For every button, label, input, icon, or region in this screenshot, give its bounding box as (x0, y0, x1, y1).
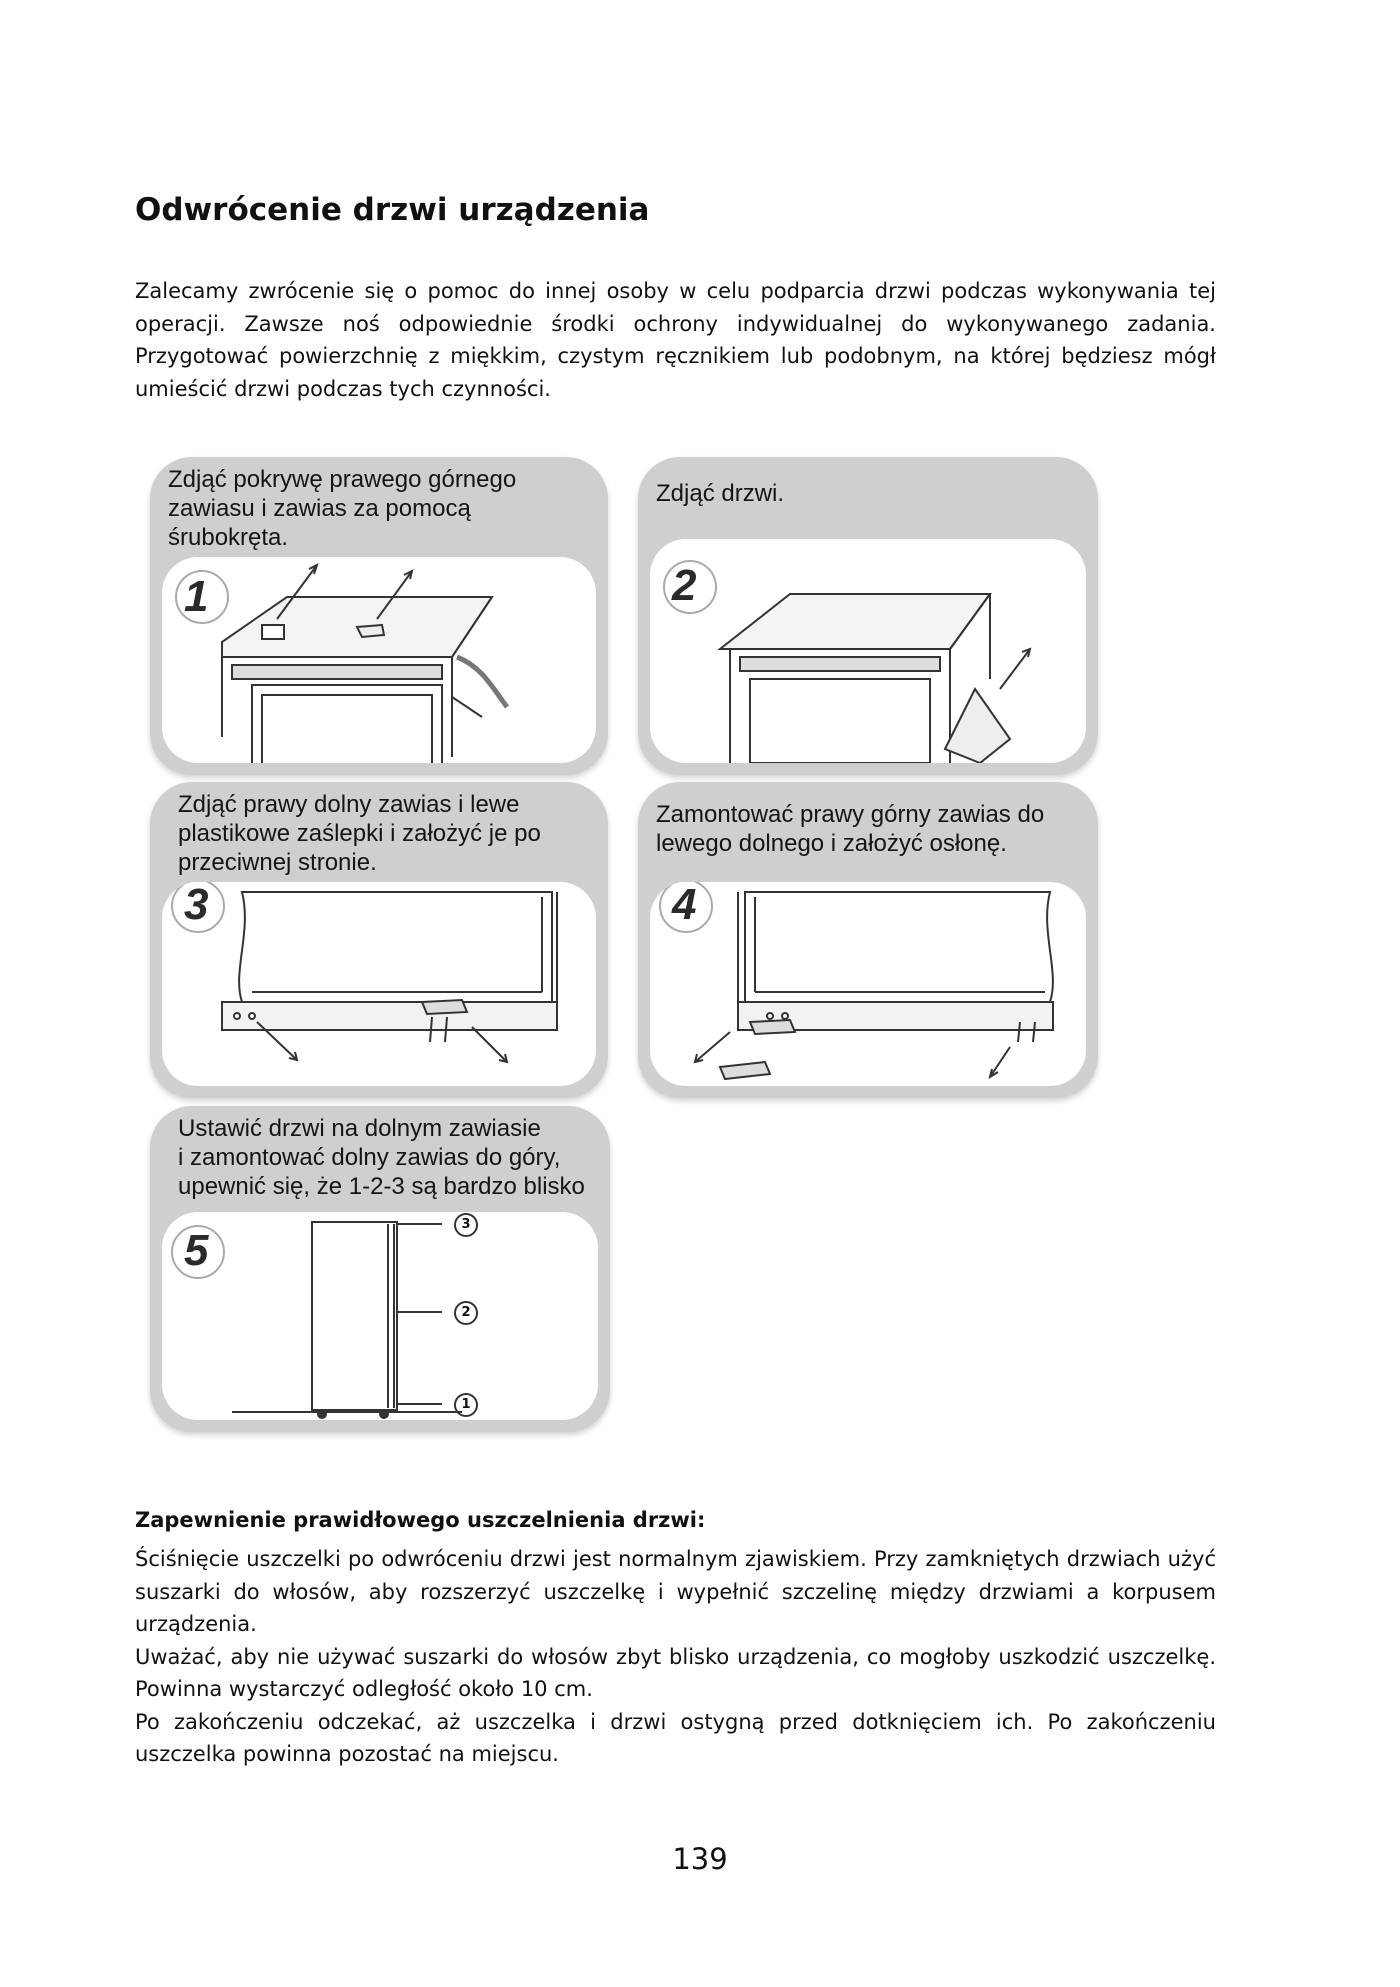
step-1-panel (150, 457, 608, 775)
step-5-marker: 1 (454, 1393, 478, 1417)
sealing-heading: Zapewnienie prawidłowego uszczelnienia drzwi: (135, 1508, 706, 1532)
page-number: 139 (672, 1842, 728, 1876)
step-4-illustration-area (650, 882, 1086, 1086)
step-1-illustration-area (162, 557, 596, 763)
step-4-line: lewego dolnego i założyć osłonę. (656, 830, 1007, 857)
step-1-instruction (168, 465, 594, 552)
step-5-instruction (178, 1114, 596, 1201)
step-5-line: Ustawić drzwi na dolnym zawiasie (178, 1115, 541, 1142)
step-2-panel (638, 457, 1098, 775)
step-5-illustration-area (162, 1212, 598, 1420)
step-2-illustration-area (650, 539, 1086, 763)
step-1-line: śrubokręta. (168, 524, 289, 551)
step-5-line: upewnić się, że 1-2-3 są bardzo blisko (178, 1173, 585, 1200)
step-1-illustration (162, 557, 596, 763)
step-1-line: zawiasu i zawias za pomocą (168, 495, 471, 522)
step-1-line: Zdjąć pokrywę prawego górnego (168, 466, 517, 493)
step-1-number: 1 (184, 572, 209, 621)
sealing-paragraph: Po zakończeniu odczekać, aż uszczelka i drzwi ostygną przed dotknięciem ich. Po zakończeniu uszczelka powinna pozostać na miejscu. (135, 1709, 1216, 1766)
step-3-illustration-area (162, 882, 596, 1086)
step-4-number: 4 (672, 882, 697, 929)
step-4-instruction (656, 790, 1084, 858)
step-3-panel (150, 782, 608, 1098)
step-3-illustration (162, 882, 596, 1086)
step-2-line: Zdjąć drzwi. (656, 480, 785, 507)
step-2-instruction (656, 465, 1084, 508)
step-3-number: 3 (184, 882, 209, 929)
intro-paragraph: Zalecamy zwrócenie się o pomoc do innej osoby w celu podparcia drzwi podczas wykonywania tej operacji. Zawsze noś odpowiednie środki ochrony indywidualnej do wykonywanego zadania. Przygotować powierzchnię z miękkim, czystym ręcznikiem lub podobnym, na której będziesz mógł umieścić drzwi podczas tych czynności. (135, 279, 1216, 401)
step-5-marker: 3 (454, 1213, 478, 1237)
step-5-number: 5 (184, 1226, 209, 1275)
step-3-instruction (178, 790, 594, 877)
step-4-panel (638, 782, 1098, 1098)
step-5-illustration (162, 1212, 598, 1420)
step-4-illustration (650, 882, 1086, 1086)
step-3-line: przeciwnej stronie. (178, 849, 377, 876)
step-2-number: 2 (672, 561, 697, 610)
step-5-marker: 2 (454, 1301, 478, 1325)
step-3-line: Zdjąć prawy dolny zawias i lewe (178, 791, 520, 818)
step-3-line: plastikowe zaślepki i założyć je po (178, 820, 541, 847)
sealing-text (135, 1543, 1216, 1771)
step-4-line: Zamontować prawy górny zawias do (656, 801, 1045, 828)
step-5-panel (150, 1106, 610, 1432)
section-title: Odwrócenie drzwi urządzenia (135, 192, 650, 228)
step-5-line: i zamontować dolny zawias do góry, (178, 1144, 561, 1171)
sealing-paragraph: Ściśnięcie uszczelki po odwróceniu drzwi jest normalnym zjawiskiem. Przy zamkniętych drzwiach użyć suszarki do włosów, aby rozszerzyć uszczelkę i wypełnić szczelinę między drzwiami a korpusem urządzenia. (135, 1547, 1216, 1636)
sealing-paragraph: Uważać, aby nie używać suszarki do włosów zbyt blisko urządzenia, co mogłoby uszkodzić uszczelkę. Powinna wystarczyć odległość około 10 cm. (135, 1644, 1216, 1701)
step-2-illustration (650, 539, 1086, 763)
